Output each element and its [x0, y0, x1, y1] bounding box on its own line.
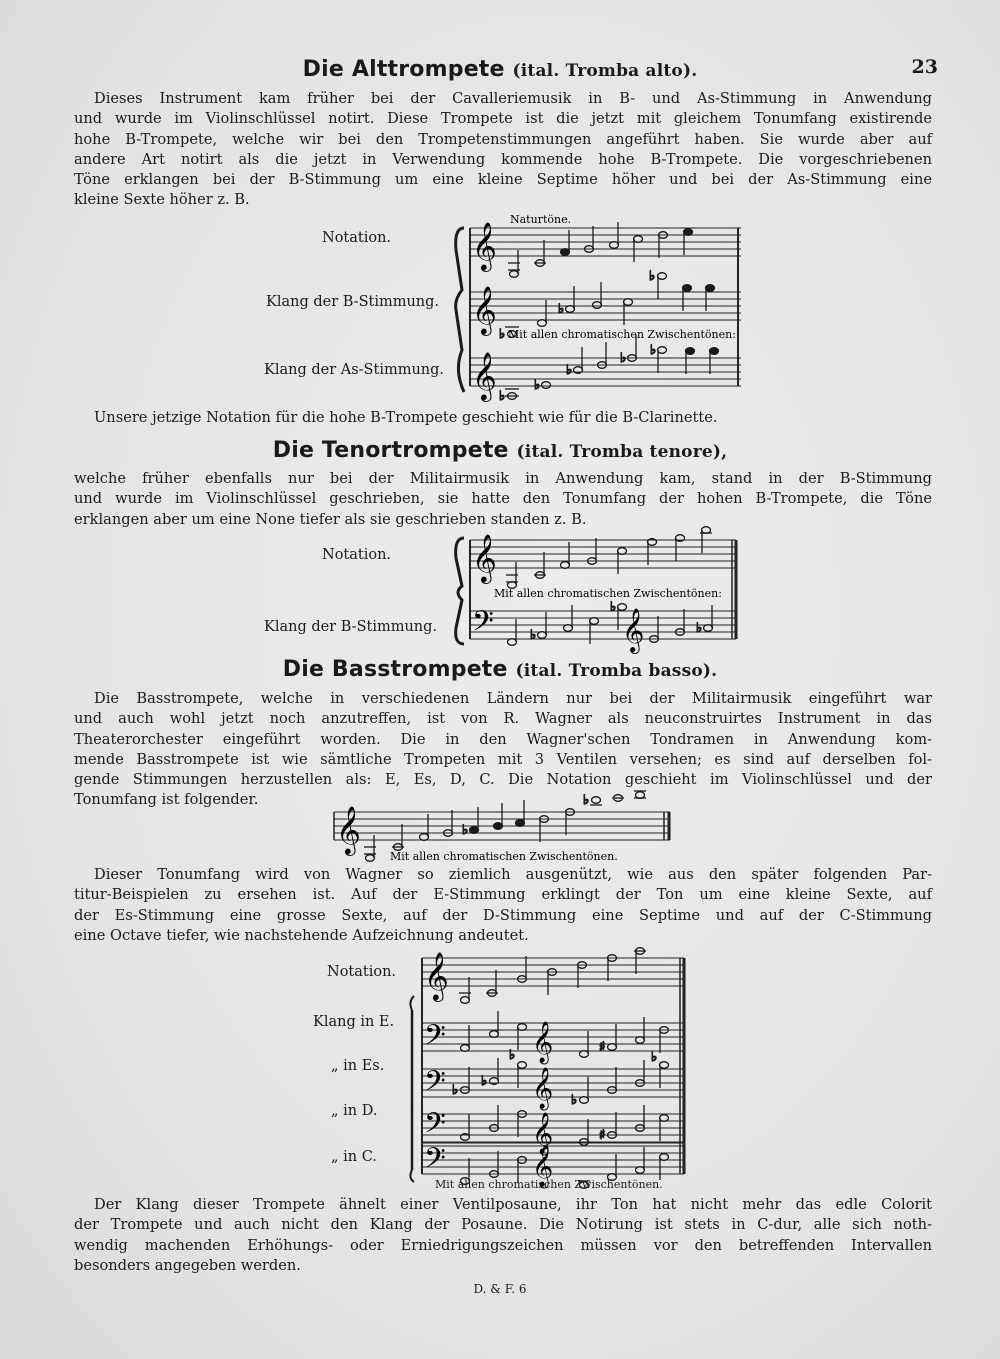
music-example-tenor [452, 528, 752, 652]
svg-text:♭: ♭ [649, 269, 656, 284]
treble-clef-icon: 𝄞 [532, 1146, 554, 1187]
staff-label: Klang in E. [313, 1014, 395, 1030]
treble-clef-icon: 𝄞 [472, 533, 497, 582]
text-line: Dieser Tonumfang wird von Wagner so ziemlich ausgenützt, wie aus den später folgenden Par- [94, 866, 932, 883]
svg-text:♭: ♭ [620, 351, 627, 366]
paragraph-alt-after [74, 408, 932, 428]
staff-label: Notation. [322, 547, 392, 563]
staff-label: „ in D. [331, 1103, 378, 1119]
heading-alttrompete [0, 57, 1000, 82]
svg-text:♭: ♭ [571, 1093, 578, 1108]
brace [456, 538, 464, 644]
paragraph-bass-2 [74, 865, 932, 946]
text-line: und auch wohl jetzt noch anzutreffen, ist von R. Wagner als neuconstruirtes Instrument in das [74, 710, 932, 728]
staff-label: Notation. [322, 230, 392, 246]
svg-text:♭: ♭ [462, 823, 469, 838]
paragraph-bass-3 [74, 1195, 932, 1276]
music-example-bass [402, 950, 692, 1190]
text-line: kleine Sexte höher z. B. [74, 191, 250, 209]
text-line: wendig machenden Erhöhungs- oder Erniedrigungszeichen müssen vor den betreffenden Intervallen [74, 1236, 932, 1254]
notes [506, 527, 713, 646]
svg-text:♭: ♭ [558, 302, 565, 317]
svg-text:♭: ♭ [499, 327, 506, 342]
text-line: titur-Beispielen zu ersehen ist. Auf der E-Stimmung erklingt der Ton um eine kleine Sexte, auf [74, 886, 932, 904]
svg-text:♭: ♭ [651, 1050, 658, 1065]
text-line: Theaterorchester eingeführt worden. Die in den Wagner'schen Tondramen in Anwendung kom- [74, 730, 932, 748]
brace [456, 228, 464, 392]
chromatic-note: Mit allen chromatischen Zwischentönen: [508, 328, 736, 341]
chromatic-note: Mit allen chromatischen Zwischentönen. [390, 850, 618, 863]
heading-title: Die Alttrompete [302, 57, 505, 82]
treble-clef-icon: 𝄞 [472, 221, 497, 270]
chromatic-note: Mit allen chromatischen Zwischentönen: [494, 587, 722, 600]
bass-clef-icon: 𝄢 [424, 1142, 446, 1182]
text-line: Die Basstrompete, welche in verschiedenen Ländern nur bei der Militairmusik eingeführt war [94, 690, 932, 707]
heading-tenortrompete [0, 438, 1000, 463]
svg-text:♭: ♭ [509, 1048, 516, 1063]
bass-clef-icon: 𝄢 [424, 1107, 446, 1147]
chromatic-note: Mit allen chromatischen Zwischentönen. [435, 1178, 663, 1191]
svg-text:♭: ♭ [530, 628, 537, 643]
staff-label: Notation. [327, 964, 397, 980]
text-line: und wurde im Violinschlüssel geschrieben, sie hatte den Tonumfang der hohen B-Trompete, die Töne [74, 490, 932, 508]
heading-title: Die Tenortrompete [272, 438, 509, 463]
svg-text:♯: ♯ [599, 1040, 606, 1055]
text-line: andere Art notirt als die jetzt in Verwendung kommende hohe B-Trompete. Die vorgeschriebenen [74, 150, 932, 168]
music-example-range [330, 790, 675, 862]
staff-label: Klang der B-Stimmung. [266, 294, 440, 310]
svg-text:♭: ♭ [452, 1083, 459, 1098]
treble-clef-icon: 𝄞 [532, 1022, 554, 1063]
treble-clef-icon: 𝄞 [532, 1068, 554, 1109]
heading-subtitle: (ital. Tromba alto). [512, 61, 698, 81]
treble-clef-icon: 𝄞 [532, 1113, 554, 1154]
text-line: gende Stimmungen herzustellen als: E, Es, D, C. Die Notation geschieht im Violinschlüssel und der [74, 771, 932, 789]
svg-text:♭: ♭ [583, 793, 590, 808]
heading-subtitle: (ital. Tromba tenore), [516, 442, 728, 462]
text-line: und wurde im Violinschlüssel notirt. Diese Trompete ist die jetzt mit gleichem Tonumfang existirende [74, 110, 932, 128]
bass-clef-icon: 𝄢 [424, 1019, 446, 1059]
text-line: Tonumfang ist folgender. [74, 791, 259, 809]
svg-text:♯: ♯ [599, 1128, 606, 1143]
publisher-mark: D. & F. 6 [473, 1282, 527, 1296]
bass-clef-icon: 𝄢 [472, 605, 494, 645]
text-line: Unsere jetzige Notation für die hohe B-Trompete geschieht wie für die B-Clarinette. [94, 409, 718, 426]
svg-text:♭: ♭ [534, 378, 541, 393]
staff-label: Klang der As-Stimmung. [264, 362, 445, 378]
page-number: 23 [911, 56, 938, 78]
svg-text:♭: ♭ [481, 1074, 488, 1089]
music-example-alt [452, 210, 752, 410]
text-line: erklangen aber um eine None tiefer als sie geschrieben standen z. B. [74, 510, 587, 528]
svg-text:♭: ♭ [499, 389, 506, 404]
staff-label: „ in Es. [331, 1058, 385, 1074]
text-line: hohe B-Trompete, welche wir bei den Trompetenstimmungen angeführt haben. Sie wurde aber auf [74, 130, 932, 148]
svg-text:♭: ♭ [566, 363, 573, 378]
treble-clef-icon: 𝄞 [472, 351, 497, 400]
heading-title: Die Basstrompete [282, 657, 508, 682]
text-line: eine Octave tiefer, wie nachstehende Aufzeichnung andeutet. [74, 926, 529, 944]
paragraph-alt [74, 89, 932, 211]
staff-label: „ in C. [331, 1149, 377, 1165]
svg-text:♭: ♭ [650, 343, 657, 358]
bass-clef-icon: 𝄢 [424, 1065, 446, 1105]
text-line: Dieses Instrument kam früher bei der Cavalleriemusik in B- und As-Stimmung in Anwendung [94, 90, 932, 107]
svg-text:♭: ♭ [696, 621, 703, 636]
treble-clef-icon: 𝄞 [622, 608, 645, 652]
text-line: Der Klang dieser Trompete ähnelt einer Ventilposaune, ihr Ton hat nicht mehr das edle Colorit [94, 1196, 932, 1213]
text-line: der Es-Stimmung eine grosse Sexte, auf der D-Stimmung eine Septime und auf der C-Stimmung [74, 906, 932, 924]
text-line: mende Basstrompete ist wie sämtliche Trompeten mit 3 Ventilen versehen; es sind auf derselben fol- [74, 750, 932, 768]
text-line: Töne erklangen bei der B-Stimmung um eine kleine Septime höher und bei der As-Stimmung eine [74, 171, 932, 189]
svg-text:♭: ♭ [610, 600, 617, 615]
treble-clef-icon: 𝄞 [336, 805, 361, 854]
staff-label: Klang der B-Stimmung. [264, 619, 438, 635]
treble-clef-icon: 𝄞 [424, 951, 449, 1000]
text-line: welche früher ebenfalls nur bei der Militairmusik in Anwendung kam, stand in der B-Stimmung [74, 470, 932, 487]
example-header: Naturtöne. [510, 213, 572, 226]
treble-clef-icon: 𝄞 [472, 285, 497, 334]
text-line: besonders angegeben werden. [74, 1256, 301, 1274]
notes [452, 948, 669, 1189]
heading-subtitle: (ital. Tromba basso). [515, 661, 718, 681]
text-line: der Trompete und auch nicht den Klang der Posaune. Die Notirung ist stets in C-dur, alle sich noth- [74, 1216, 932, 1234]
paragraph-tenor [74, 469, 932, 530]
heading-basstrompete [0, 657, 1000, 682]
